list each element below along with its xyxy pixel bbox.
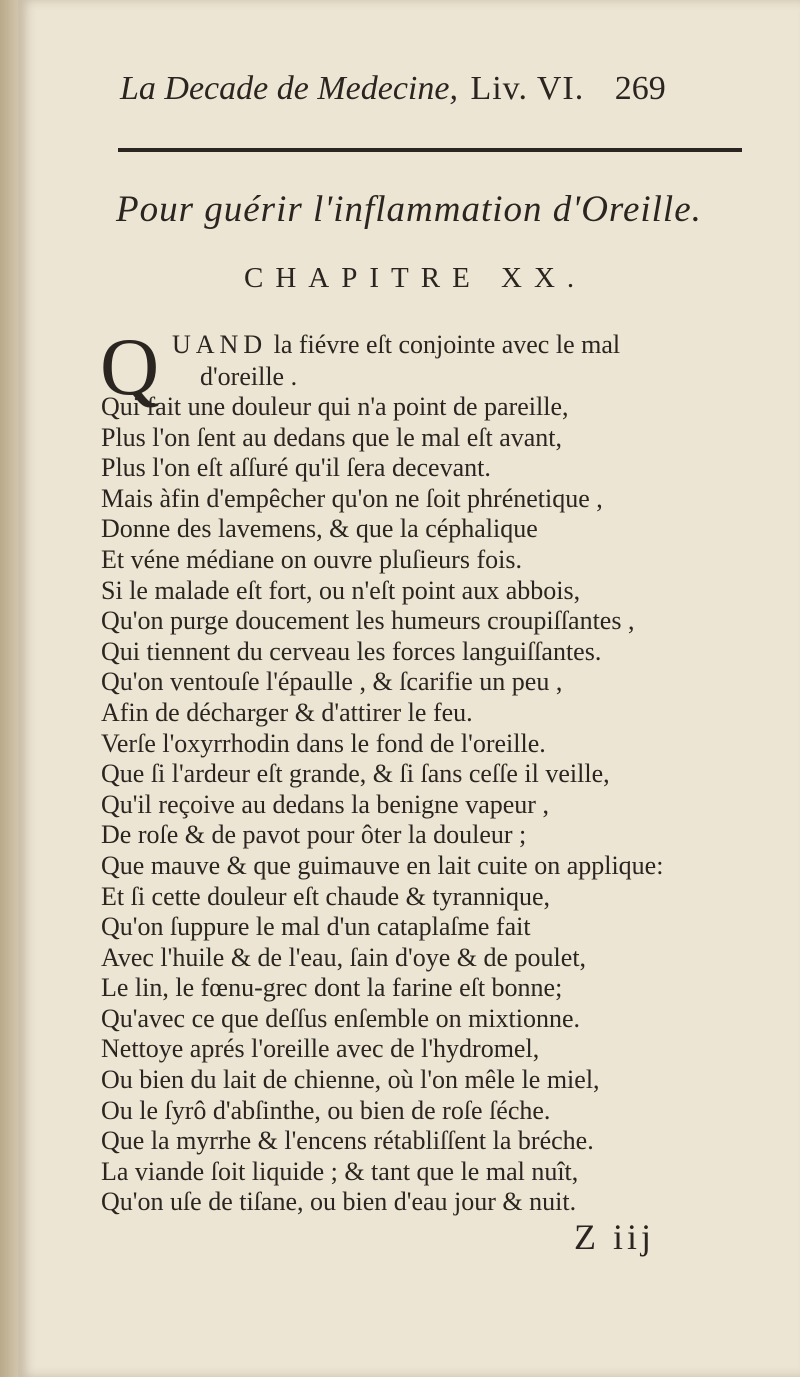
verse-line: Ou le ſyrô d'abſinthe, ou bien de roſe ſéche.	[101, 1095, 551, 1125]
verse-line: Qu'avec ce que deſſus enſemble on mixtionne.	[101, 1003, 581, 1033]
verse-line: Que la myrrhe & l'encens rétabliſſent la bréche.	[101, 1126, 594, 1156]
signature-mark: Z iij	[574, 1217, 655, 1257]
verse-line: Plus l'on eſt aſſuré qu'il ſera decevant.	[101, 453, 491, 483]
page-number: 269	[614, 70, 666, 107]
header-rule	[118, 148, 742, 152]
opening-continuation: d'oreille .	[200, 362, 298, 391]
verse-line: Ou bien du lait de chienne, où l'on mêle le miel,	[101, 1065, 600, 1095]
verse-line: Et véne médiane on ouvre pluſieurs fois.	[101, 544, 522, 574]
drop-cap: Q	[100, 321, 160, 412]
chapter-title: CHAPITRE XX.	[244, 262, 587, 294]
verse-line: Et ſi cette douleur eſt chaude & tyrannique,	[101, 881, 551, 911]
verse-line: Que ſi l'ardeur eſt grande, & ſi ſans ceſſe il veille,	[101, 759, 610, 789]
verse-line: Qu'on ſuppure le mal d'un cataplaſme fait	[101, 912, 531, 942]
verse-line: Qui fait une douleur qui n'a point de pareille,	[101, 392, 569, 421]
verse-line: Avec l'huile & de l'eau, ſain d'oye & de poulet,	[101, 942, 587, 972]
verse-line: Donne des lavemens, & que la céphalique	[101, 514, 538, 544]
verse-line: Afin de décharger & d'attirer le feu.	[101, 697, 473, 727]
section-heading: Pour guérir l'inflammation d'Oreille.	[116, 189, 702, 230]
verse-line: La viande ſoit liquide ; & tant que le mal nuît,	[101, 1156, 579, 1186]
verse-line: De roſe & de pavot pour ôter la douleur ;	[101, 820, 527, 850]
opening-small-caps: UAND	[172, 330, 268, 359]
verse-line: Qu'il reçoive au dedans la benigne vapeur ,	[101, 789, 549, 819]
verse-line: Qu'on ventouſe l'épaulle , & ſcarifie un peu ,	[101, 667, 563, 697]
verse-line: Verſe l'oxyrrhodin dans le fond de l'oreille.	[101, 728, 546, 758]
running-head-title: La Decade de Medecine,	[120, 70, 458, 107]
running-head-book: Liv. VI.	[470, 70, 585, 107]
verse-line: Le lin, le fœnu-grec dont la farine eſt bonne;	[101, 973, 563, 1003]
verse-line: Qu'on uſe de tiſane, ou bien d'eau jour & nuit.	[101, 1187, 577, 1217]
verse-line: Qu'on purge doucement les humeurs croupiſſantes ,	[101, 606, 635, 636]
verse-line: Mais àfin d'empêcher qu'on ne ſoit phrénetique ,	[101, 483, 603, 513]
opening-line	[172, 330, 772, 360]
verse-line: Qui tiennent du cerveau les forces languiſſantes.	[101, 636, 602, 666]
verse-block	[101, 392, 781, 1218]
opening-line-rest: la fiévre eſt conjointe avec le mal	[273, 330, 621, 359]
verse-line: Que mauve & que guimauve en lait cuite on applique:	[101, 850, 664, 880]
verse-line: Nettoye aprés l'oreille avec de l'hydromel,	[101, 1034, 540, 1064]
verse-line: Si le malade eſt fort, ou n'eſt point aux abbois,	[101, 575, 581, 605]
running-head	[120, 70, 760, 108]
verse-line: Plus l'on ſent au dedans que le mal eſt avant,	[101, 422, 563, 452]
